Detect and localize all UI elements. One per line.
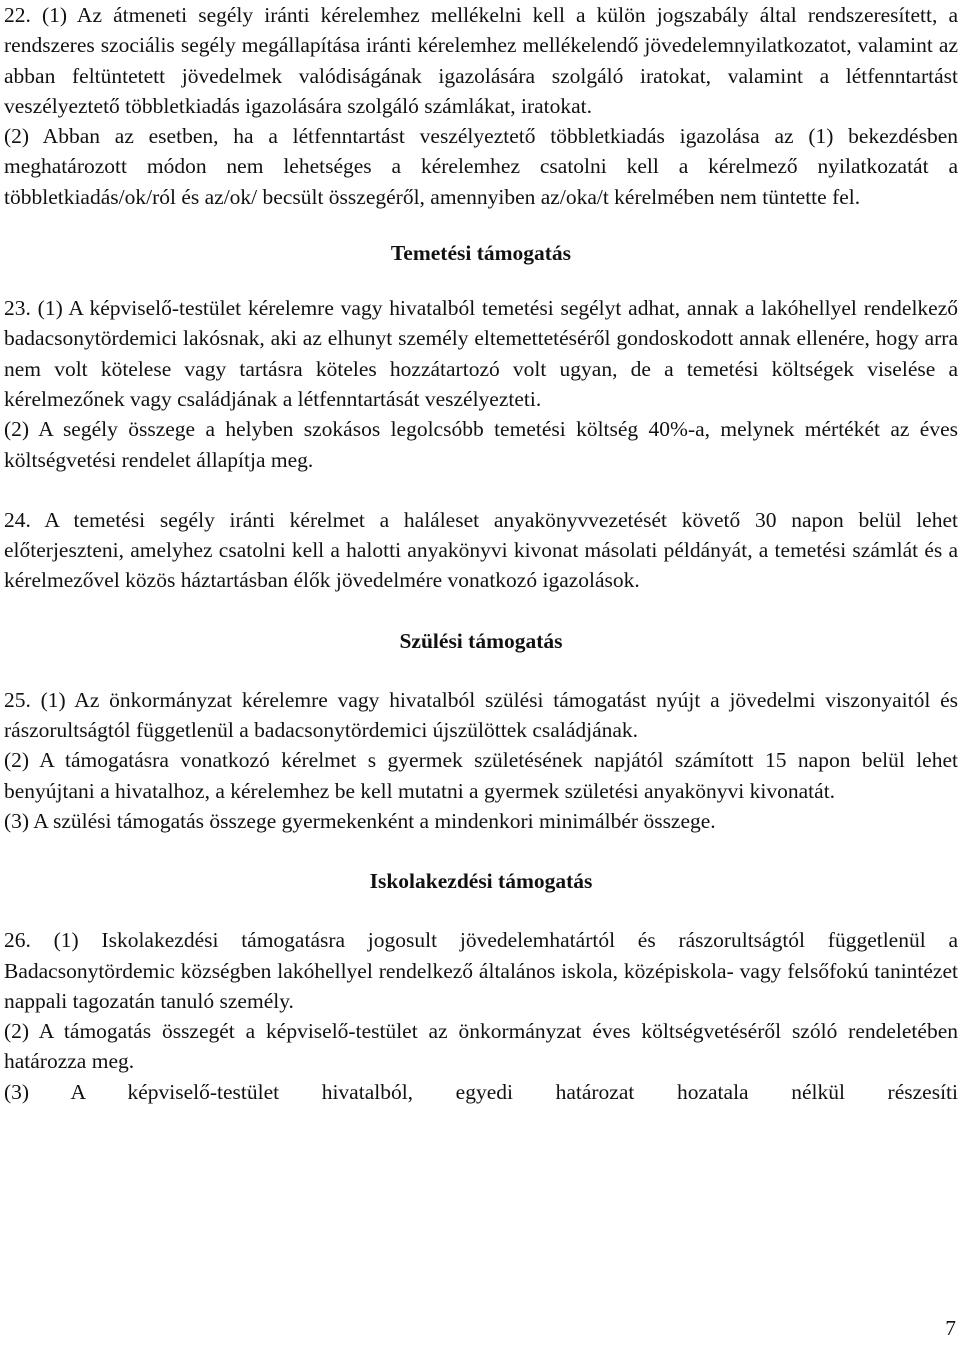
heading-szulesi-tamogatas: Szülési támogatás xyxy=(399,628,563,653)
heading-temetesi-tamogatas: Temetési támogatás xyxy=(390,241,572,266)
section-25-paragraph-2: (2) A támogatásra vonatkozó kérelmet s gyermek születésének napjától számított 15 napon belül lehet benyújtani a hivatalhoz, a kérelemhez be kell mutatni a gyermek születési anyakönyvi kivonatát. xyxy=(4,748,958,803)
section-22-paragraph-2: (2) Abban az esetben, ha a létfenntartást veszélyeztető többletkiadás igazolása az (1) bekezdésben meghatározott módon nem lehetséges a kérelemhez csatolni kell a kérelmező nyilatkozatát a többletkiadás/ok/ról és az/ok/ becsült összegéről, amennyiben az/oka/t kérelmében nem tüntette fel. xyxy=(4,124,958,209)
section-22-paragraph-1: 22. (1) Az átmeneti segély iránti kérelemhez mellékelni kell a külön jogszabály által rendszeresített, a rendszeres szociális segély megállapítása iránti kérelemhez mellékelendő jövedelemnyilatkozatot, valamint az abban feltüntetett jövedelmek valódiságának igazolására szolgáló iratokat, valamint a létfenntartást veszélyeztető többletkiadás igazolására szolgáló számlákat, iratokat. xyxy=(4,3,958,118)
section-23-paragraph-1: 23. (1) A képviselő-testület kérelemre vagy hivatalból temetési segélyt adhat, annak a lakóhellyel rendelkező badacsonytördemici lakósnak, aki az elhunyt személy eltemettetéséről gondoskodott annak ellenére, hogy arra nem volt kötelese vagy tartásra köteles hozzátartozó volt ugyan, de a temetési költségek viselése a kérelmezőnek vagy családjának a létfenntartását veszélyezteti. xyxy=(4,296,958,411)
document-page xyxy=(4,0,958,1107)
heading-iskolakezdesi-tamogatas: Iskolakezdési támogatás xyxy=(369,869,593,894)
section-25-paragraph-3: (3) A szülési támogatás összege gyermekenként a mindenkori minimálbér összege. xyxy=(4,808,716,833)
page-number: 7 xyxy=(945,1316,956,1340)
section-25-paragraph-1: 25. (1) Az önkormányzat kérelemre vagy hivatalból szülési támogatást nyújt a jövedelmi viszonyaitól és rászorultságtól függetlenül a badacsonytördemici újszülöttek családjának. xyxy=(4,687,958,743)
section-26-paragraph-3: (3) A képviselő-testület hivatalból, egyedi határozat hozatala nélkül részesíti xyxy=(4,1079,958,1104)
section-26-paragraph-2: (2) A támogatás összegét a képviselő-testület az önkormányzat éves költségvetéséről szóló rendeletében határozza meg. xyxy=(4,1019,958,1074)
section-24-paragraph: 24. A temetési segély iránti kérelmet a haláleset anyakönyvvezetését követő 30 napon belül lehet előterjeszteni, amelyhez csatolni kell a halotti anyakönyvi kivonat másolati példányát, a temetési számlát és a kérelmezővel közös háztartásban élők jövedelmére vonatkozó igazolások. xyxy=(4,507,958,593)
section-26-paragraph-1: 26. (1) Iskolakezdési támogatásra jogosult jövedelemhatártól és rászorultságtól függetlenül a Badacsonytördemic községben lakóhellyel rendelkező általános iskola, középiskola- vagy felsőfokú tanintézet nappali tagozatán tanuló személy. xyxy=(4,928,958,1013)
section-23-paragraph-2: (2) A segély összege a helyben szokásos legolcsóbb temetési költség 40%-a, melynek mértékét az éves költségvetési rendelet állapítja meg. xyxy=(4,417,958,472)
